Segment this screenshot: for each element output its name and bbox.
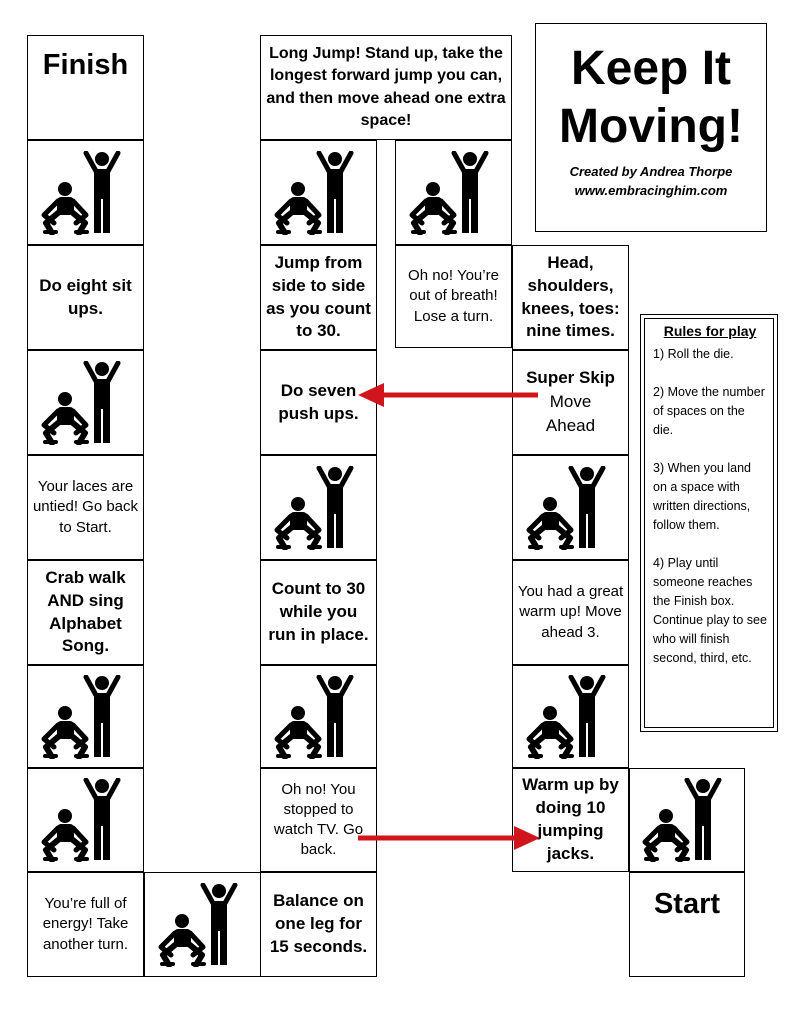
- board-space-text[interactable]: [260, 35, 512, 140]
- exercise-figures-icon: [40, 361, 132, 445]
- rule-item: 3) When you land on a space with written directions, follow them.: [653, 461, 751, 532]
- space-super-skip-title: Super Skip: [526, 368, 615, 388]
- board-space-text[interactable]: [27, 560, 144, 665]
- space-out-of-breath: Oh no! You’re out of breath! Lose a turn.: [408, 267, 499, 325]
- space-head-shoulders: Head, shoulders, knees, toes: nine times.: [521, 252, 620, 341]
- space-crab-walk: Crab walk AND sing Alphabet Song.: [45, 567, 126, 656]
- board-space-text[interactable]: [512, 245, 629, 350]
- exercise-figures-icon: [40, 675, 132, 759]
- start-space[interactable]: [629, 872, 745, 977]
- stopped-tv-arrow: [358, 826, 540, 850]
- board-space-icon[interactable]: [260, 140, 377, 245]
- board-space-text[interactable]: [512, 560, 629, 665]
- board-space-icon[interactable]: [395, 140, 512, 245]
- exercise-figures-icon: [525, 466, 617, 550]
- board-space-text[interactable]: [395, 245, 512, 348]
- board-space-text[interactable]: [27, 245, 144, 350]
- game-title-box: [535, 23, 767, 232]
- board-space-text[interactable]: [260, 245, 377, 350]
- exercise-figures-icon: [641, 778, 733, 862]
- space-long-jump: Long Jump! Stand up, take the longest forward jump you can, and then move ahead one extra space!: [266, 44, 506, 129]
- board-space-text[interactable]: [260, 872, 377, 977]
- exercise-figures-icon: [40, 778, 132, 862]
- exercise-figures-icon: [273, 675, 365, 759]
- space-laces-untied: Your laces are untied! Go back to Start.: [32, 478, 139, 536]
- rule-item: 4) Play until someone reaches the Finish box. Continue play to see who will finish second, third, etc.: [653, 556, 767, 665]
- exercise-figures-icon: [525, 675, 617, 759]
- board-space-text[interactable]: [27, 455, 144, 560]
- space-count-to-30: Count to 30 while you run in place.: [268, 579, 369, 644]
- board-space-icon[interactable]: [629, 768, 745, 872]
- space-super-skip-body: Move Ahead: [545, 392, 596, 435]
- credit-website: www.embracinghim.com: [574, 183, 728, 198]
- board-space-icon[interactable]: [27, 768, 144, 872]
- board-space-text[interactable]: [260, 560, 377, 665]
- exercise-figures-icon: [408, 151, 500, 235]
- space-jump-side-to-side: Jump from side to side as you count to 30.: [266, 252, 371, 341]
- exercise-figures-icon: [273, 151, 365, 235]
- rules-heading: Rules for play: [663, 323, 757, 339]
- finish-label: Finish: [42, 49, 129, 81]
- rule-item: 1) Roll the die.: [653, 347, 734, 361]
- credit-author: Created by Andrea Thorpe: [569, 164, 733, 179]
- board-space-icon[interactable]: [260, 455, 377, 560]
- board-space-text[interactable]: [512, 768, 629, 872]
- exercise-figures-icon: [157, 883, 249, 967]
- board-space-icon[interactable]: [27, 350, 144, 455]
- board-space-icon[interactable]: [27, 140, 144, 245]
- board-space-text[interactable]: [260, 768, 377, 872]
- board-space-icon[interactable]: [260, 665, 377, 768]
- exercise-figures-icon: [273, 466, 365, 550]
- game-title: Keep It Moving!: [559, 42, 743, 153]
- space-jumping-jacks: Warm up by doing 10 jumping jacks.: [522, 775, 619, 863]
- space-push-ups: Do seven push ups.: [278, 380, 359, 423]
- start-label: Start: [653, 888, 721, 920]
- board-space-icon[interactable]: [27, 665, 144, 768]
- rule-item: 2) Move the number of spaces on the die.: [653, 385, 765, 437]
- finish-space[interactable]: [27, 35, 144, 140]
- rules-box: [640, 314, 778, 732]
- board-space-icon[interactable]: [512, 455, 629, 560]
- space-stopped-tv: Oh no! You stopped to watch TV. Go back.: [273, 780, 364, 859]
- board-space-icon[interactable]: [144, 872, 261, 977]
- space-do-eight-sit-ups: Do eight sit ups.: [39, 275, 132, 318]
- board-space-icon[interactable]: [512, 665, 629, 768]
- exercise-figures-icon: [40, 151, 132, 235]
- super-skip-arrow: [358, 383, 538, 407]
- board-space-text[interactable]: [27, 872, 144, 977]
- space-full-of-energy: You’re full of energy! Take another turn.: [42, 895, 129, 953]
- space-balance: Balance on one leg for 15 seconds.: [269, 891, 368, 956]
- space-great-warm-up: You had a great warm up! Move ahead 3.: [517, 583, 624, 641]
